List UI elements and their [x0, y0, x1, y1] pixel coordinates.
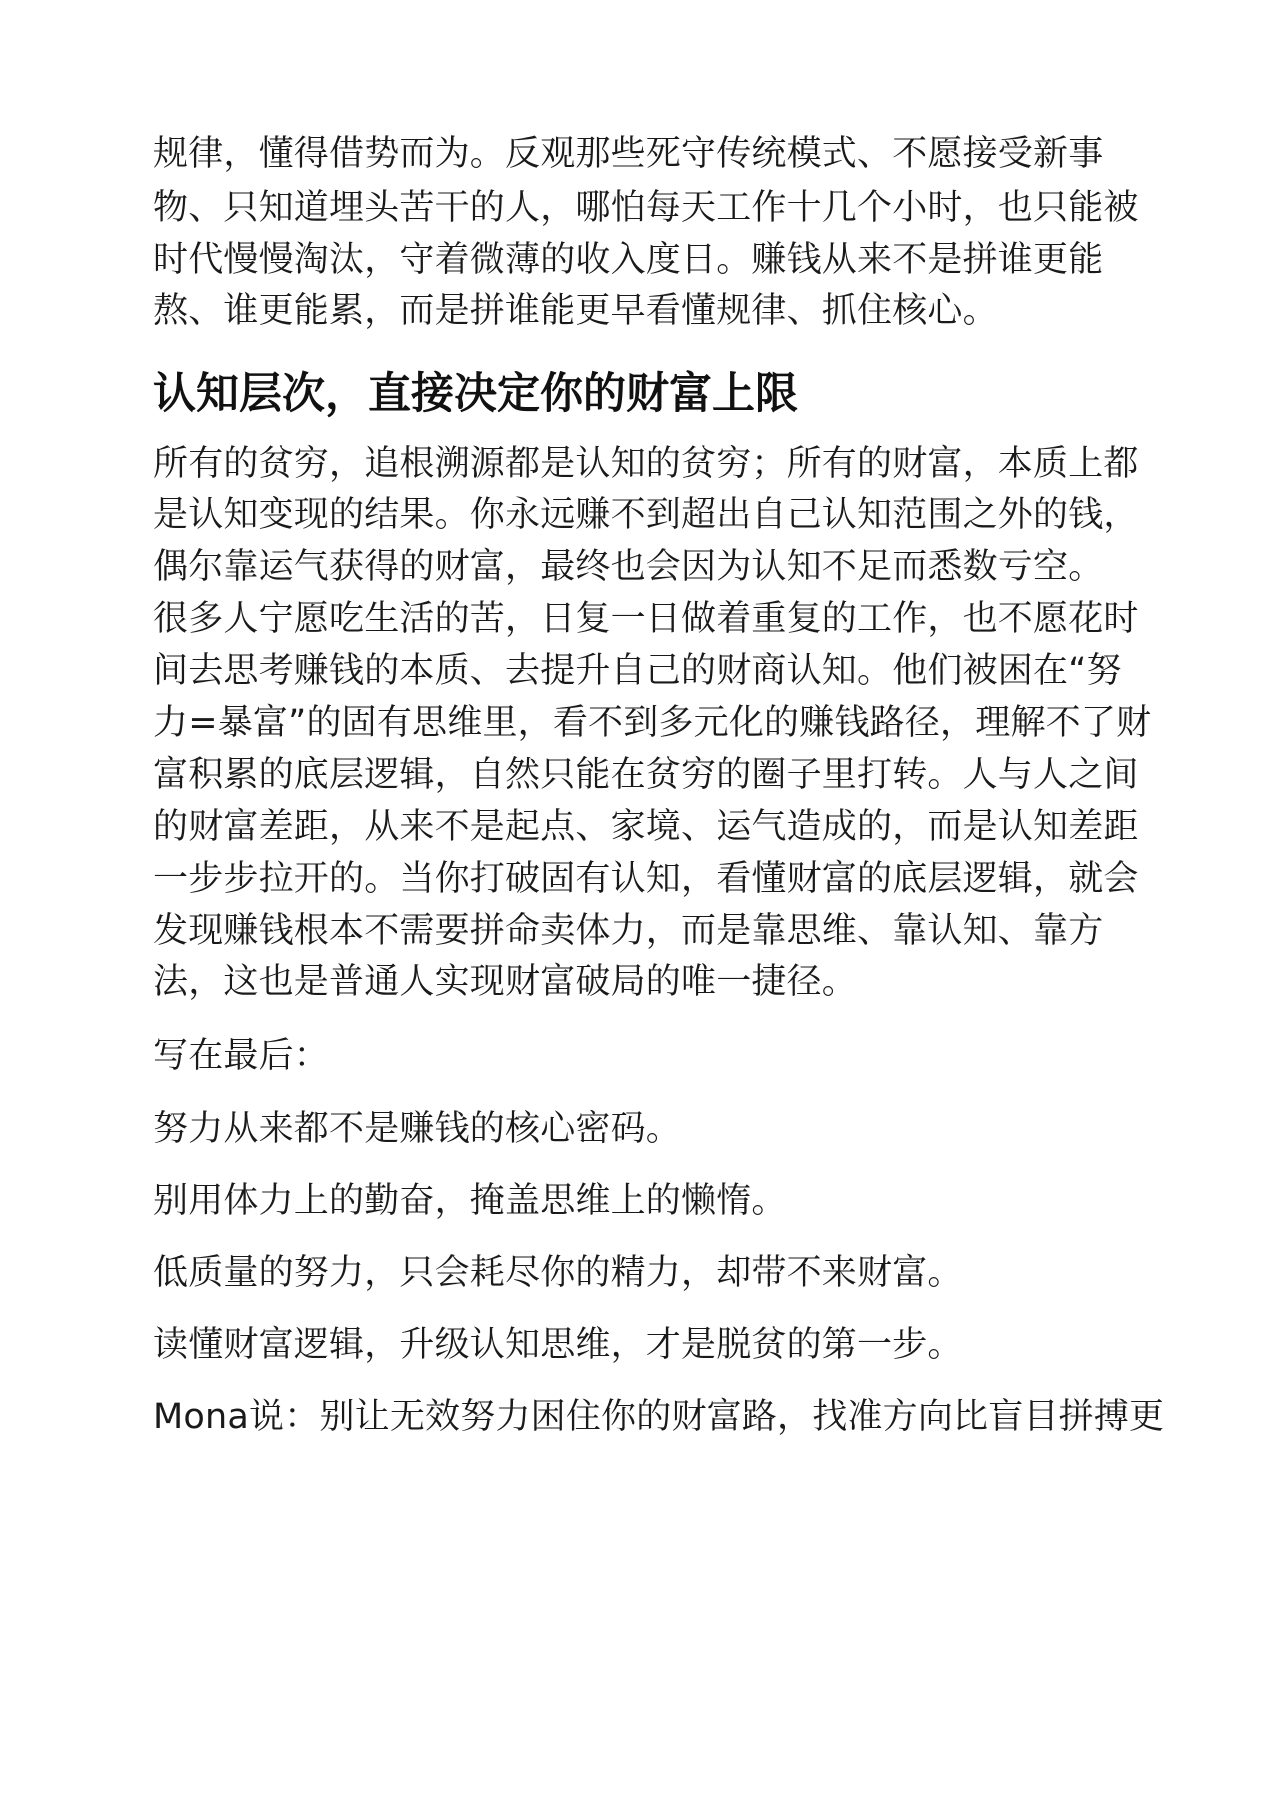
closing-line: 别用体力上的勤奋，掩盖思维上的懒惰。 — [153, 1181, 787, 1221]
paragraph-1-line: 规律，懂得借势而为。反观那些死守传统模式、不愿接受新事 — [153, 134, 1104, 174]
paragraph-2-line: 很多人宁愿吃生活的苦，日复一日做着重复的工作，也不愿花时 — [153, 599, 1139, 639]
paragraph-2-line: 富积累的底层逻辑，自然只能在贫穷的圈子里打转。人与人之间 — [153, 755, 1139, 795]
paragraph-2-line: 的财富差距，从来不是起点、家境、运气造成的，而是认知差距 — [153, 807, 1139, 847]
paragraph-2-line: 发现赚钱根本不需要拼命卖体力，而是靠思维、靠认知、靠方 — [153, 911, 1104, 951]
paragraph-2-line: 偶尔靠运气获得的财富，最终也会因为认知不足而悉数亏空。 — [153, 547, 1104, 587]
paragraph-2-line: 间去思考赚钱的本质、去提升自己的财商认知。他们被困在“努 — [153, 651, 1122, 691]
paragraph-2-line: 法，这也是普通人实现财富破局的唯一捷径。 — [153, 962, 858, 1002]
paragraph-2-line: 力=暴富”的固有思维里，看不到多元化的赚钱路径，理解不了财 — [153, 703, 1152, 743]
closing-label: 写在最后： — [153, 1036, 330, 1076]
closing-line: 读懂财富逻辑，升级认知思维，才是脱贫的第一步。 — [153, 1325, 963, 1365]
closing-line: 努力从来都不是赚钱的核心密码。 — [153, 1109, 682, 1149]
paragraph-1-line: 时代慢慢淘汰，守着微薄的收入度日。赚钱从来不是拼谁更能 — [153, 240, 1104, 280]
section-heading: 认知层次，直接决定你的财富上限 — [153, 369, 798, 419]
closing-line: 低质量的努力，只会耗尽你的精力，却带不来财富。 — [153, 1253, 963, 1293]
paragraph-1-line: 熬、谁更能累，而是拼谁能更早看懂规律、抓住核心。 — [153, 291, 998, 331]
paragraph-2-line: 是认知变现的结果。你永远赚不到超出自己认知范围之外的钱， — [153, 495, 1139, 535]
final-line: Mona说：别让无效努力困住你的财富路，找准方向比盲目拼搏更 — [153, 1397, 1165, 1437]
paragraph-1-line: 物、只知道埋头苦干的人，哪怕每天工作十几个小时，也只能被 — [153, 188, 1139, 228]
paragraph-2-line: 一步步拉开的。当你打破固有认知，看懂财富的底层逻辑，就会 — [153, 859, 1139, 899]
paragraph-2-line: 所有的贫穷，追根溯源都是认知的贫穷；所有的财富，本质上都 — [153, 444, 1139, 484]
